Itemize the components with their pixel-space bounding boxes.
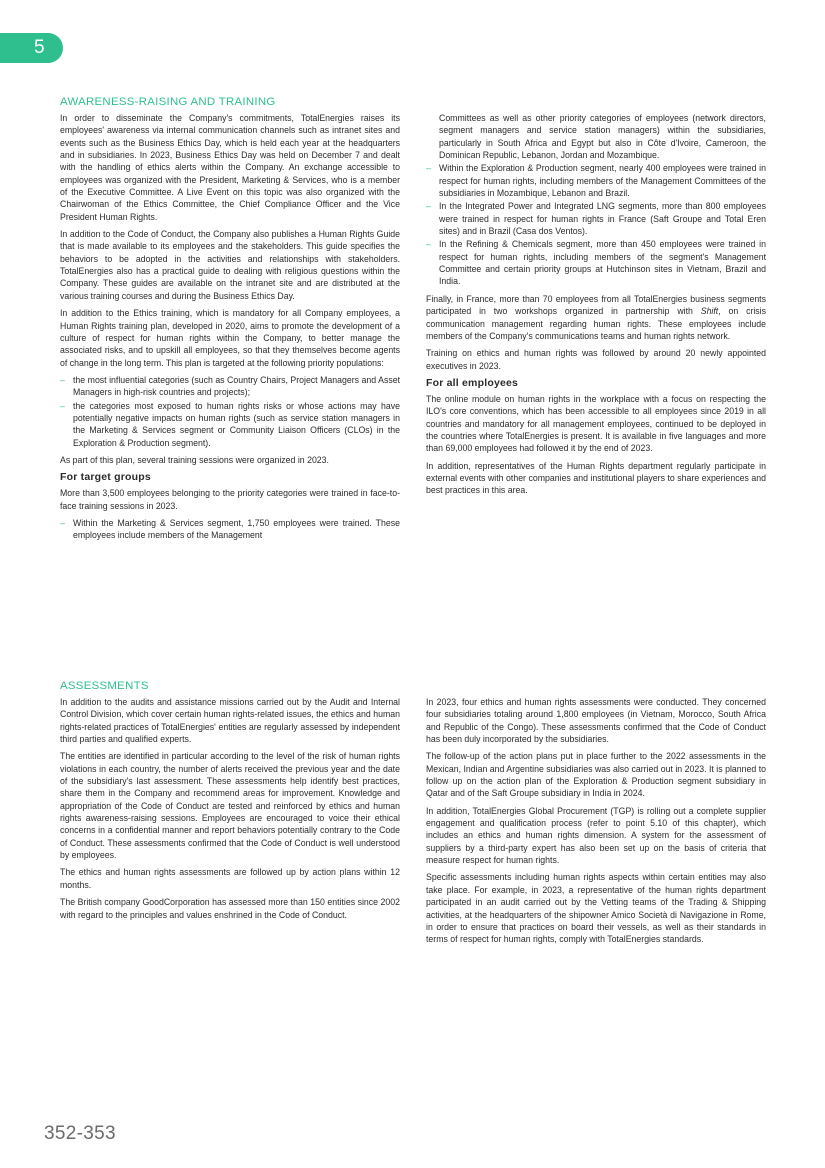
assessments-paragraph: In 2023, four ethics and human rights assessments were conducted. They concerned four subsidiaries totaling around 1,800 employees (in Vietnam, Morocco, South Africa and Republic of the Congo). These assessments confirmed that the Code of Conduct has been duly incorporated by the subsidiaries.: [426, 697, 766, 745]
list-item: – the categories most exposed to human rights risks or whose actions may have potentially negative impacts on human rights (such as service station managers in the Marketing & Services segment or Community Liaison Officers (CLOs) in the Exploration & Production segment).: [60, 400, 400, 449]
list-item: – Within the Marketing & Services segment, 1,750 employees were trained. These employees include members of the Management: [60, 517, 400, 542]
priority-populations-list: [60, 374, 400, 449]
chapter-number: 5: [34, 37, 45, 58]
target-groups-heading: For target groups: [60, 471, 151, 484]
shift-emphasis: Shift: [700, 306, 719, 317]
assessments-paragraph: In addition, TotalEnergies Global Procurement (TGP) is rolling out a complete supplier engagement and qualification process (refer to point 5.10 of this chapter), which includes an ethics and human rights dimension. A system for the assessment of suppliers by a third-party expert has also been set up on the basis of criteria that measure respect for human rights.: [426, 805, 766, 866]
assessments-paragraph: The follow-up of the action plans put in place further to the 2022 assessments in the Mexican, Indian and Argentine subsidiaries was also carried out in 2023. It is planned to follow up on the action plan of the Exploration & Production segment subsidiary in Qatar and of the Saft Groupe subsidiary in India in 2024.: [426, 751, 766, 799]
awareness-paragraph: In addition to the Code of Conduct, the Company also publishes a Human Rights Guide that is made available to its employees and the stakeholders. This guide specifies the behaviors to be adopted in the activities and relationships with stakeholders. TotalEnergies also has a practical guide to dealing with religious questions within the Company. These guides are available on the intranet site and are distributed at the various training courses and during the Business Ethics Day.: [60, 229, 400, 301]
awareness-section: [60, 95, 766, 547]
list-item: – In the Integrated Power and Integrated LNG segments, more than 800 employees were trained in respect for human rights in France (Saft Groupe and Total Eren sites) and in Brazil (Casa dos Ventos).: [426, 200, 766, 237]
awareness-paragraph: In order to disseminate the Company's commitments, TotalEnergies raises its employees' awareness via internal communication channels such as intranet sites and events such as the Business Ethics Day, which is held each year at the headquarters and in subsidiaries. In 2023, Business Ethics Day was held on December 7 and dealt with the handling of ethics alerts within the Company. An exchange accessible to employees was organized with the President, Marketing & Services, who is a member of the Executive Committee. A Live Event on this topic was also organized with the Chairwoman of the Ethics Committee, the Chief Compliance Officer and the Vice President Human Rights.: [60, 113, 400, 222]
awareness-title: AWARENESS-RAISING AND TRAINING: [60, 96, 276, 108]
assessments-left-column: [60, 696, 400, 951]
all-employees-heading: For all employees: [426, 376, 519, 389]
assessments-paragraph: The British company GoodCorporation has assessed more than 150 entities since 2002 with regard to the principles and values enshrined in the Code of Conduct.: [60, 897, 400, 920]
text-run: , on crisis communication management regarding human rights. These employees include members of the Company's communications teams and human rights network.: [426, 306, 767, 341]
list-item: – In the Refining & Chemicals segment, more than 450 employees were trained in respect for human rights, including members of the segment's Management Committee and certain priority groups at Hutchinson sites in Vietnam, Brazil and India.: [426, 238, 766, 287]
chapter-tab: [0, 33, 63, 63]
assessments-paragraph: Specific assessments including human rights aspects within certain entities may also take place. For example, in 2023, a representative of the human rights department participated in an audit carried out by the Vetting teams of the Trading & Shipping activities, at the headquarters of the shipowner Amico Società di Navigazione in Rome, in order to ensure that practices on board their vessels, as well as their standards in terms of respect for human rights, comply with TotalEnergies standards.: [426, 872, 766, 945]
awareness-right-column: [426, 112, 766, 547]
awareness-paragraph: In addition to the Ethics training, which is mandatory for all Company employees, a Human Rights training plan, developed in 2020, aims to promote the development of a culture of respect for human rights within the Company, to better manage the associated risks, and to upskill all employees, so that they themselves become agents of change in the long term. This plan is targeted at the following priority populations:: [60, 308, 400, 368]
assessments-paragraph: The entities are identified in particular according to the level of the risk of human rights violations in each country, the number of alerts received the previous year and the date of the subsidiary's last assessment. These assessments help identify best practices, share them in the Company and recommend areas for improvement. Knowledge and appropriation of the Code of Conduct are tested and reinforced by ethics and human rights awareness-raising sessions. Employees are encouraged to voice their ethical concerns in a confidential manner and report behaviors potentially contrary to the Code of Conduct. These assessments confirmed that the Code of Conduct is well understood by employees.: [60, 751, 400, 861]
list-item: – Within the Exploration & Production segment, nearly 400 employees were trained in respect for human rights, including members of the Management Committees of the subsidiaries in Mozambique, Lebanon and Brazil.: [426, 162, 766, 199]
text-run: Finally, in France, more than 70 employees from all TotalEnergies business segments participated in two workshops organized in partnership with: [426, 293, 766, 317]
assessments-title: ASSESSMENTS: [60, 680, 149, 692]
assessments-right-column: [426, 696, 766, 951]
assessments-paragraph: The ethics and human rights assessments are followed up by action plans within 12 months.: [60, 867, 400, 890]
assessments-section: [60, 679, 766, 951]
page-number: 352-353: [44, 1123, 116, 1144]
awareness-paragraph: The online module on human rights in the workplace with a focus on respecting the ILO's core conventions, which has been accessible to all employees since 2019 in all countries and mandatory for all management employees, continued to be deployed in the countries where TotalEnergies is present. It is available in five languages and more than 69,000 employees had followed it by the end of 2023.: [426, 393, 766, 454]
list-item: – the most influential categories (such as Country Chairs, Project Managers and Asset Managers in high-risk countries and projects);: [60, 374, 400, 399]
assessments-paragraph: In addition to the audits and assistance missions carried out by the Audit and Internal Control Division, which cover certain human rights-related issues, the ethics and human rights-related practices of TotalEnergies' entities are regularly assessed by independent third parties and qualified experts.: [60, 697, 400, 745]
awareness-paragraph: [426, 293, 766, 342]
list-item-continuation: Committees as well as other priority categories of employees (network directors, segment managers and service station managers) within the subsidiaries, particularly in South Africa and Egypt but also in Côte d'Ivoire, Cameroon, the Dominican Republic, Lebanon, Jordan and Mozambique.: [439, 113, 766, 161]
awareness-paragraph: As part of this plan, several training sessions were organized in 2023.: [60, 454, 329, 465]
awareness-paragraph: More than 3,500 employees belonging to the priority categories were trained in face-to-face training sessions in 2023.: [60, 488, 400, 511]
segment-list: [426, 162, 766, 287]
awareness-left-column: [60, 112, 400, 547]
awareness-paragraph: Training on ethics and human rights was followed by around 20 newly appointed executives in 2023.: [426, 348, 766, 371]
awareness-paragraph: In addition, representatives of the Human Rights department regularly participate in external events with other companies and institutional players to share experiences and best practices in this area.: [426, 460, 766, 496]
segment-list-start: [60, 517, 400, 542]
